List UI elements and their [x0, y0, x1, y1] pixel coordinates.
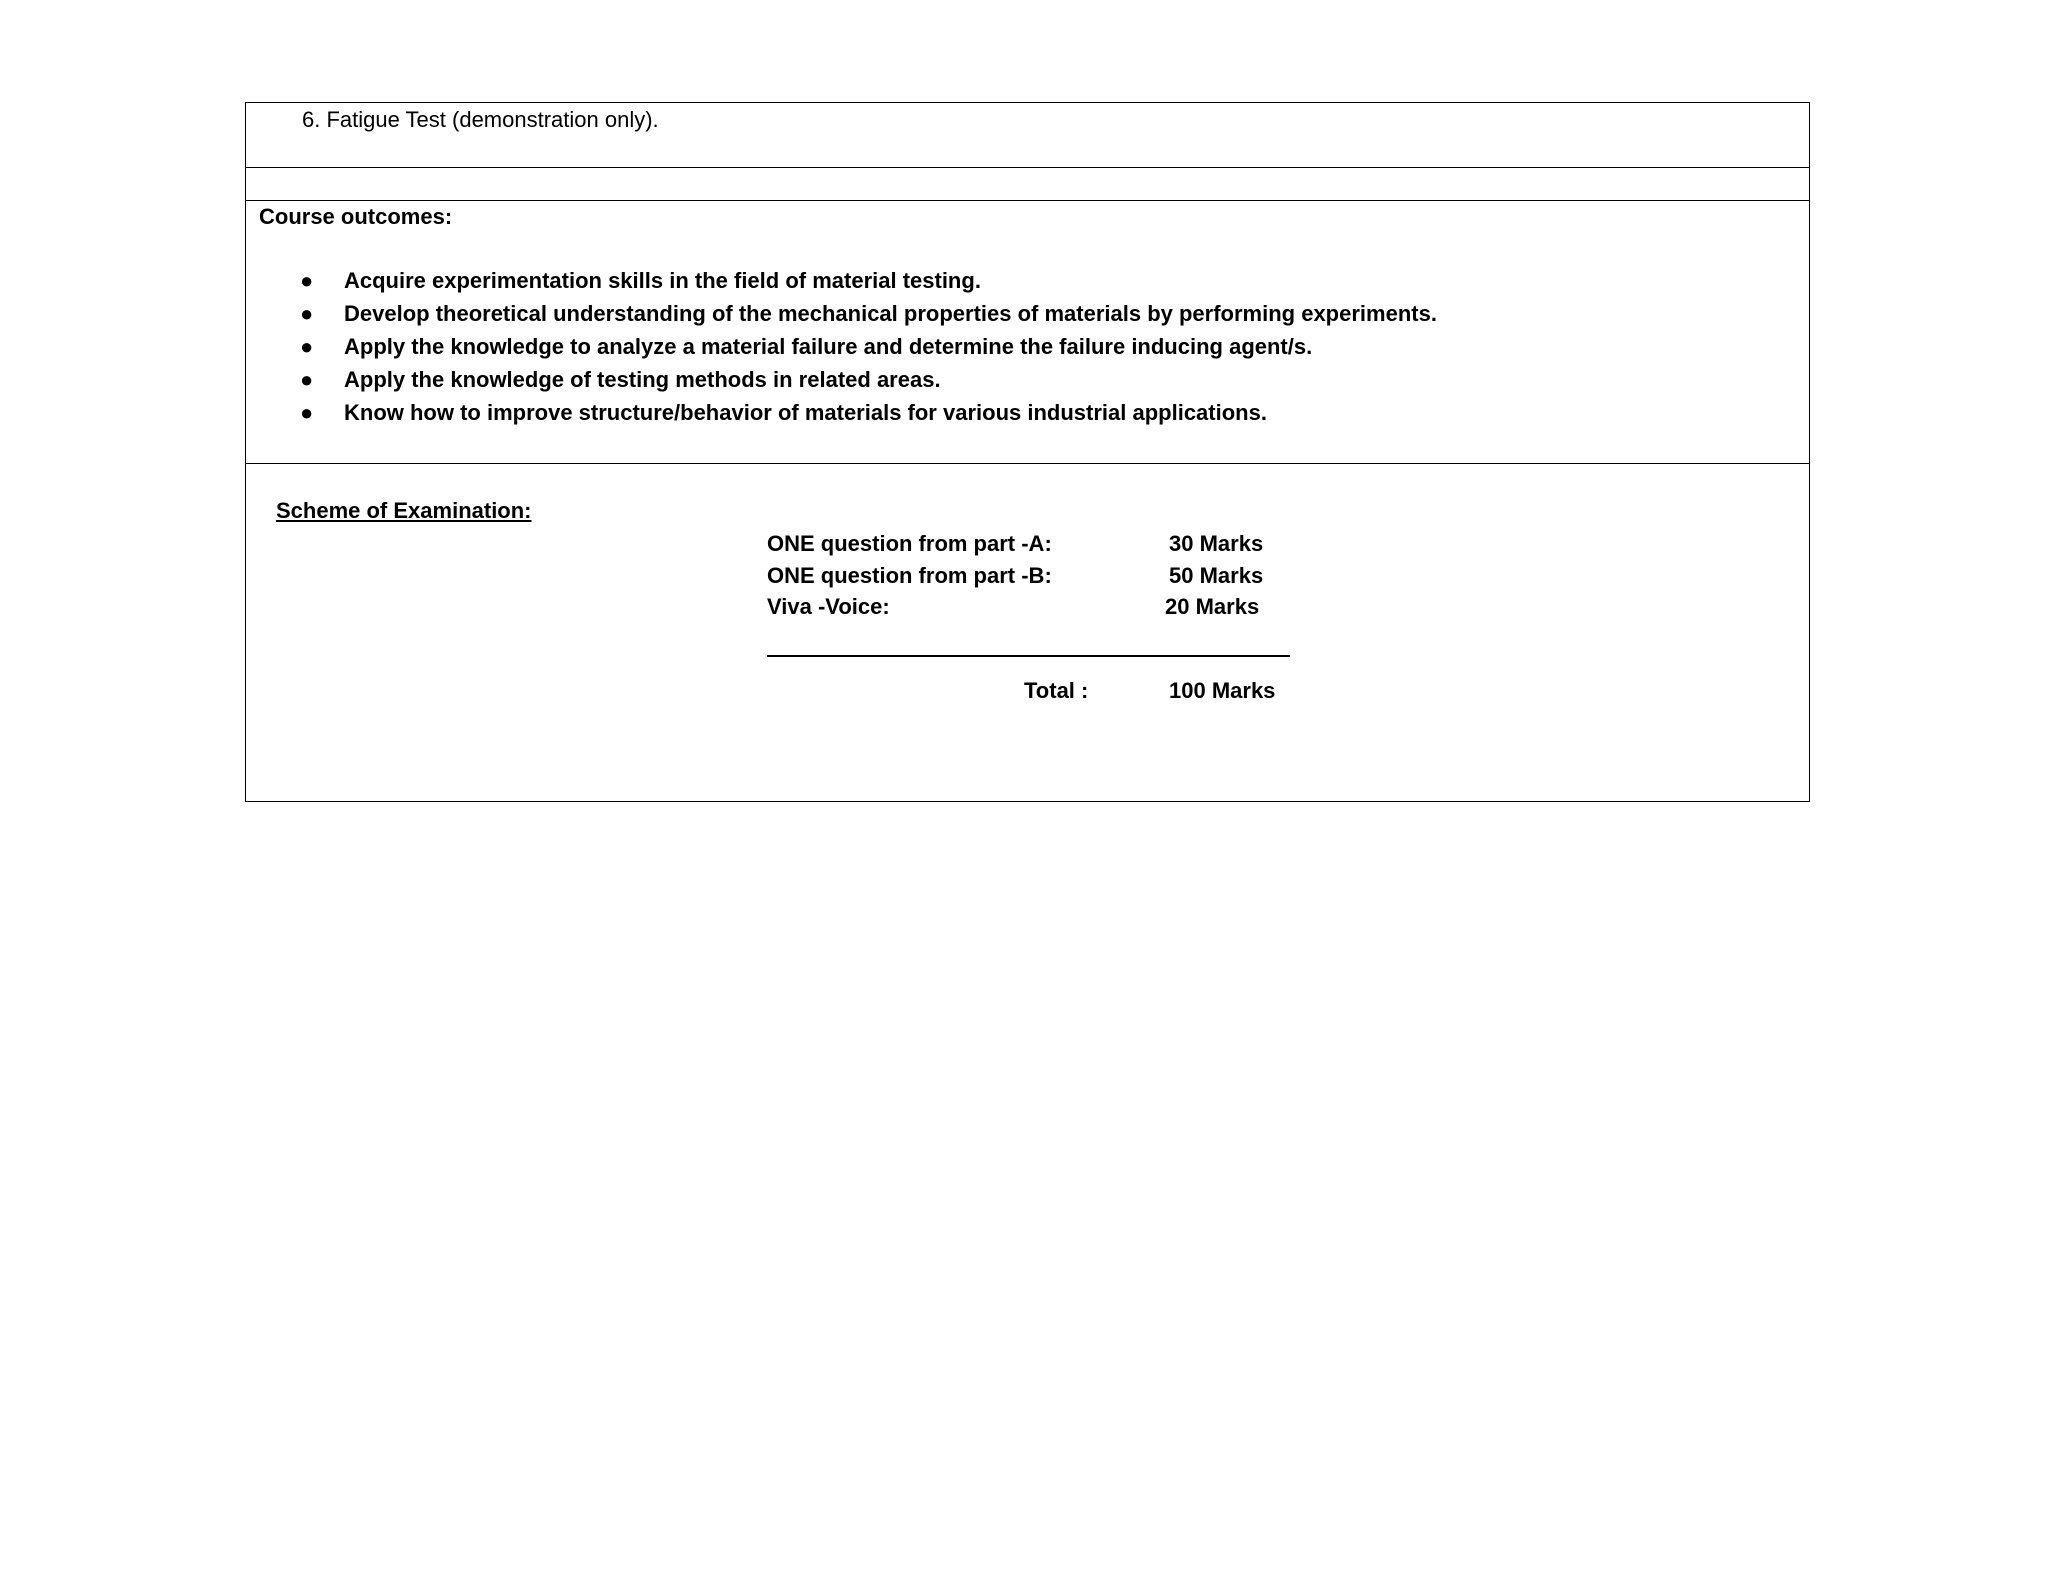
- outcome-text: Develop theoretical understanding of the mechanical properties of materials by performing experiments.: [344, 301, 1437, 326]
- outcome-text: Apply the knowledge of testing methods in related areas.: [344, 367, 941, 392]
- scheme-row-marks: 30 Marks: [1169, 531, 1264, 556]
- table-divider: [246, 167, 1809, 168]
- scheme-row-marks: 50 Marks: [1169, 563, 1264, 588]
- experiment-item: 6. Fatigue Test (demonstration only).: [302, 107, 659, 132]
- bullet-icon: ●: [300, 334, 314, 359]
- bullet-icon: ●: [300, 367, 314, 392]
- scheme-row-label: ONE question from part -A:: [767, 531, 1052, 556]
- outcome-text: Acquire experimentation skills in the field of material testing.: [344, 268, 981, 293]
- scheme-row-label: ONE question from part -B:: [767, 563, 1052, 588]
- scheme-heading: Scheme of Examination:: [276, 498, 532, 523]
- outcome-text: Apply the knowledge to analyze a material failure and determine the failure inducing agent/s.: [344, 334, 1313, 359]
- scheme-row-label: Viva -Voice:: [767, 594, 890, 619]
- table-divider: [246, 200, 1809, 201]
- outcome-text: Know how to improve structure/behavior of materials for various industrial applications.: [344, 400, 1267, 425]
- total-marks: 100 Marks: [1169, 678, 1276, 703]
- total-label: Total :: [1024, 678, 1089, 703]
- bullet-icon: ●: [300, 268, 314, 293]
- scheme-row-marks: 20 Marks: [1165, 594, 1260, 619]
- course-outcomes-heading: Course outcomes:: [259, 204, 453, 229]
- syllabus-table: [245, 102, 1810, 802]
- bullet-icon: ●: [300, 301, 314, 326]
- table-divider: [246, 463, 1809, 464]
- total-rule: [767, 655, 1290, 657]
- bullet-icon: ●: [300, 400, 314, 425]
